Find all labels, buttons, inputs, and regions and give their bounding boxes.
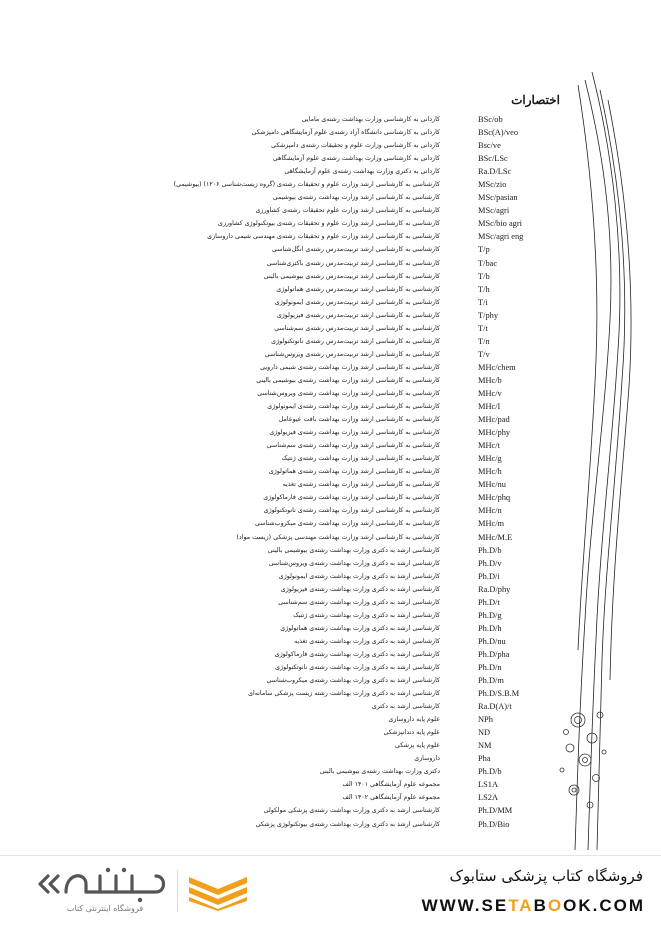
- abbreviation-row: [120, 583, 520, 596]
- abbreviation-row: [120, 230, 524, 243]
- abbreviation-description: کارشناسی به کارشناسی ارشد وزارت بهداشت رشته‌ی شیمی دارویی: [260, 363, 440, 371]
- url-highlight: TA: [508, 896, 534, 915]
- shop-name: فروشگاه کتاب پزشکی ستابوک: [449, 867, 643, 885]
- abbreviation-row: [120, 622, 520, 635]
- abbreviation-description: کارشناسی به کارشناسی ارشد وزارت بهداشت رشته‌ی ژنتیک: [281, 455, 440, 463]
- abbreviation-description: مجموعه علوم آزمایشگاهی ۱۴۰۱ الف: [342, 781, 440, 789]
- abbreviation-code: Ph.D/pha: [478, 649, 510, 659]
- abbreviation-code: Ph.D/Bio: [478, 819, 510, 829]
- abbreviation-description: کارشناسی ارشد به دکتری وزارت بهداشت رشته‌ی ویروس‌شناسی: [268, 559, 440, 567]
- abbreviation-description: کارشناسی به کارشناسی ارشد وزارت علوم و تحقیقات رشته‌ی مهندسی شیمی داروسازی: [207, 233, 440, 241]
- abbreviation-description: کاردانی به کارشناسی دانشگاه آزاد رشته‌ی علوم آزمایشگاهی دامپزشکی: [251, 129, 440, 137]
- abbreviation-description: کارشناسی ارشد به دکتری وزارت بهداشت رشته‌ی بیوتکنولوژی پزشکی: [255, 820, 440, 828]
- abbreviation-row: [120, 400, 520, 413]
- abbreviation-description: دکتری وزارت بهداشت رشته‌ی بیوشیمی بالینی: [319, 768, 440, 776]
- abbreviation-row: [120, 361, 520, 374]
- abbreviation-code: MHc/v: [478, 388, 502, 398]
- abbreviation-description: مجموعه علوم آزمایشگاهی ۱۴۰۲ الف: [342, 794, 440, 802]
- abbreviation-description: علوم پایه پزشکی: [394, 742, 440, 750]
- abbreviation-description: کاردانی به کارشناسی وزارت بهداشت رشته‌ی مامایی: [301, 116, 440, 123]
- abbreviation-code: MHc/t: [478, 441, 500, 451]
- abbreviation-row: [120, 739, 520, 752]
- abbreviation-code: MHc/m: [478, 519, 505, 529]
- abbreviation-row: [120, 544, 520, 557]
- abbreviation-code: NPh: [478, 715, 493, 725]
- abbreviation-row: [120, 700, 520, 713]
- abbreviation-description: کارشناسی به کارشناسی ارشد وزارت بهداشت بافت عیوعامل: [278, 416, 440, 424]
- abbreviation-code: LS1A: [478, 780, 499, 790]
- abbreviation-description: کارشناسی ارشد به دکتری وزارت بهداشت رشته زیست پزشکی سامانه‌ای: [248, 690, 440, 698]
- abbreviation-row: [120, 713, 520, 726]
- abbreviation-code: MHc/I: [478, 402, 501, 412]
- abbreviation-description: کارشناسی به کارشناسی ارشد تربیت‌مدرس رشته‌ی باکتری‌شناسی: [266, 259, 440, 267]
- abbreviation-row: [120, 804, 520, 817]
- abbreviation-row: [120, 413, 520, 426]
- abbreviation-code: T/phy: [478, 310, 499, 320]
- abbreviation-description: کارشناسی به کارشناسی ارشد تربیت‌مدرس رشته‌ی ایمونولوژی: [274, 298, 440, 306]
- abbreviation-description: کارشناسی به کارشناسی ارشد وزارت بهداشت رشته‌ی فارماکولوژی: [263, 494, 440, 502]
- abbreviation-row: [120, 791, 520, 804]
- abbreviation-code: T/b: [478, 271, 490, 281]
- abbreviation-row: [120, 217, 520, 230]
- abbreviation-code: MSc/zio: [478, 180, 507, 190]
- abbreviation-code: MHc/phy: [478, 428, 511, 438]
- abbreviation-description: کارشناسی به کارشناسی ارشد تربیت‌مدرس رشته‌ی نانوتکنولوژی: [271, 337, 440, 345]
- abbreviation-row: [120, 322, 520, 335]
- abbreviation-row: [120, 491, 520, 504]
- abbreviation-row: [120, 661, 520, 674]
- abbreviation-description: کارشناسی به کارشناسی ارشد وزارت بهداشت رشته‌ی فیزیولوژی: [269, 429, 440, 437]
- abbreviation-code: MSc/agri: [478, 206, 510, 216]
- abbreviation-code: MSc/agri eng: [478, 232, 524, 242]
- abbreviation-row: [120, 152, 520, 165]
- abbreviation-code: MHc/b: [478, 375, 502, 385]
- abbreviation-description: کارشناسی ارشد به دکتری وزارت بهداشت رشته‌ی بیوشیمی بالینی: [267, 546, 440, 554]
- abbreviation-description: کارشناسی به کارشناسی ارشد وزارت بهداشت مهندسی پزشکی (زیست مواد): [236, 533, 440, 541]
- url-highlight: O: [547, 896, 564, 915]
- abbreviation-row: [120, 687, 520, 700]
- shop-url[interactable]: [422, 896, 645, 916]
- abbreviation-code: Pha: [478, 754, 491, 764]
- abbreviation-row: [120, 609, 520, 622]
- abbreviation-row: [120, 465, 520, 478]
- abbreviation-row: [120, 426, 520, 439]
- abbreviation-description: کارشناسی ارشد به دکتری وزارت بهداشت رشته‌ی فیزیولوژی: [280, 585, 440, 593]
- abbreviation-code: MHc/phq: [478, 493, 511, 503]
- abbreviation-row: [120, 309, 520, 322]
- abbreviation-row: [120, 818, 520, 831]
- abbreviation-row: [120, 557, 520, 570]
- abbreviation-description: کارشناسی ارشد به دکتری وزارت بهداشت رشته‌ی ژنتیک: [293, 611, 440, 619]
- abbreviation-code: BSc/ob: [478, 115, 503, 124]
- abbreviation-code: MHc/chem: [478, 362, 516, 372]
- abbreviation-code: T/bac: [478, 258, 498, 268]
- abbreviation-description: کارشناسی ارشد به دکتری وزارت بهداشت رشته‌ی نانوتکنولوژی: [275, 663, 440, 671]
- url-part: B: [533, 896, 548, 915]
- abbreviation-row: [120, 765, 520, 778]
- abbreviation-code: Ph.D/v: [478, 558, 502, 568]
- abbreviation-description: کارشناسی به کارشناسی ارشد وزارت بهداشت رشته‌ی تغذیه: [282, 481, 440, 489]
- abbreviation-row: [120, 596, 520, 609]
- abbreviation-code: BSc/LSc: [478, 154, 508, 164]
- abbreviation-description: کارشناسی ارشد به دکتری وزارت بهداشت رشته‌ی ایمونولوژی: [278, 572, 440, 580]
- abbreviation-description: کارشناسی ارشد به دکتری وزارت بهداشت رشته‌ی سم‌شناسی: [278, 598, 440, 606]
- setabook-logo-mark-icon: [185, 871, 251, 911]
- abbreviation-code: ND: [478, 728, 491, 738]
- abbreviation-description: کاردانی به کارشناسی وزارت بهداشت رشته‌ی علوم آزمایشگاهی: [272, 155, 440, 163]
- abbreviation-description: کارشناسی ارشد به دکتری وزارت بهداشت رشته‌ی تغذیه: [294, 637, 440, 645]
- abbreviation-description: کاردانی به دکتری وزارت بهداشت رشته‌ی علوم آزمایشگاهی: [284, 168, 440, 176]
- abbreviation-row: [120, 439, 520, 452]
- abbreviation-code: Ph.D/g: [478, 610, 502, 620]
- abbreviation-row: [120, 348, 520, 361]
- abbreviation-code: BSc(A)/veo: [478, 128, 519, 138]
- abbreviation-description: علوم پایه داروسازی: [388, 716, 440, 724]
- abbreviation-code: T/p: [478, 245, 490, 255]
- abbreviation-row: [120, 296, 520, 309]
- abbreviation-description: کارشناسی به کارشناسی ارشد وزارت بهداشت رشته‌ی ایمونولوژی: [267, 403, 440, 411]
- abbreviation-description: کارشناسی به کارشناسی ارشد وزارت بهداشت رشته‌ی نانوتکنولوژی: [263, 507, 440, 515]
- abbreviation-row: [120, 648, 520, 661]
- abbreviation-description: کارشناسی به کارشناسی ارشد تربیت‌مدرس رشته‌ی ویروس‌شناسی: [264, 350, 440, 358]
- abbreviation-description: کارشناسی به کارشناسی ارشد تربیت‌مدرس رشته‌ی فیزیولوژی: [276, 311, 440, 319]
- abbreviation-code: MHc/n: [478, 506, 502, 516]
- abbreviation-code: Bsc/ve: [478, 141, 501, 151]
- abbreviation-code: Ph.D/nu: [478, 636, 506, 646]
- abbreviation-code: Ph.D/m: [478, 676, 504, 686]
- abbreviation-code: MSc/bio agri: [478, 219, 522, 229]
- abbreviation-code: MSc/pasian: [478, 193, 518, 203]
- abbreviation-code: Ph.D/n: [478, 662, 502, 672]
- abbreviation-code: MHc/M.E: [478, 532, 513, 542]
- abbreviation-description: کارشناسی ارشد به دکتری وزارت بهداشت رشته‌ی فارماکولوژی: [274, 650, 440, 658]
- abbreviation-description: کاردانی به کارشناسی وزارت علوم و تحقیقات رشته‌ی دامپزشکی: [271, 142, 440, 150]
- abbreviation-code: T/n: [478, 336, 490, 346]
- abbreviation-description: داروسازی: [414, 755, 440, 763]
- abbreviation-description: کارشناسی ارشد به دکتری وزارت بهداشت رشته‌ی هماتولوژی: [280, 624, 440, 632]
- abbreviation-row: [120, 126, 520, 139]
- abbreviation-code: Ph.D/S.B.M: [478, 689, 520, 699]
- abbreviation-description: کارشناسی به کارشناسی ارشد وزارت بهداشت رشته‌ی هماتولوژی: [268, 468, 440, 476]
- setabook-logo-wordmark: [36, 862, 176, 904]
- abbreviation-row: [120, 374, 520, 387]
- abbreviation-description: کارشناسی به کارشناسی ارشد وزارت علوم و تحقیقات رشته‌ی بیوتکنولوژی کشاورزی: [218, 220, 440, 228]
- abbreviation-code: MHc/nu: [478, 480, 506, 490]
- abbreviation-description: کارشناسی به کارشناسی ارشد وزارت بهداشت رشته‌ی بیوشیمی: [272, 194, 440, 202]
- page-title: اختصارات: [511, 93, 560, 107]
- abbreviation-description: کارشناسی به کارشناسی ارشد وزارت بهداشت رشته‌ی میکروب‌شناسی: [255, 520, 440, 528]
- url-part: OK.COM: [563, 896, 645, 915]
- abbreviation-row: [120, 191, 520, 204]
- abbreviation-description: علوم پایه دندانپزشکی: [383, 729, 440, 737]
- abbreviation-row: [120, 570, 520, 583]
- abbreviation-row: [120, 726, 520, 739]
- abbreviation-description: کارشناسی به کارشناسی ارشد تربیت‌مدرس رشته‌ی سم‌شناسی: [274, 324, 440, 332]
- abbreviation-description: کارشناسی به کارشناسی ارشد وزارت بهداشت رشته‌ی ویروس‌شناسی: [257, 389, 440, 397]
- abbreviation-row: [120, 478, 520, 491]
- abbreviation-code: T/v: [478, 349, 490, 359]
- logo-subtitle: فروشگاه اینترنتی کتاب: [66, 904, 144, 913]
- footer-divider: [177, 870, 178, 912]
- abbreviation-code: Ra.D(A)/t: [478, 702, 512, 712]
- abbreviation-row: [120, 204, 520, 217]
- abbreviation-code: Ph.D/b: [478, 767, 502, 777]
- abbreviation-row: [120, 387, 520, 400]
- abbreviation-description: کارشناسی ارشد به دکتری وزارت بهداشت رشته‌ی پزشکی مولکولی: [263, 807, 440, 815]
- abbreviation-code: MHc/h: [478, 467, 502, 477]
- abbreviation-code: Ph.D/i: [478, 571, 500, 581]
- abbreviation-code: T/i: [478, 297, 488, 307]
- abbreviation-description: کارشناسی به کارشناسی ارشد تربیت‌مدرس رشته‌ی هماتولوژی: [276, 285, 440, 293]
- abbreviation-row: [120, 504, 520, 517]
- abbreviation-row: [120, 283, 520, 296]
- abbreviation-code: MHc/pad: [478, 415, 510, 425]
- abbreviation-code: T/h: [478, 284, 490, 294]
- abbreviation-description: کارشناسی به کارشناسی ارشد تربیت‌مدرس رشته‌ی بیوشیمی بالینی: [263, 272, 440, 280]
- abbreviation-description: کارشناسی به کارشناسی ارشد وزارت علوم و تحقیقات رشته‌ی (گروه زیست‌شناسی ۱۲۰۶) (بیوشیمی): [173, 181, 440, 189]
- abbreviation-row: [120, 778, 520, 791]
- abbreviation-code: Ra.D/phy: [478, 584, 511, 594]
- abbreviation-description: کارشناسی به کارشناسی ارشد تربیت‌مدرس رشته‌ی انگل‌شناسی: [271, 246, 440, 254]
- abbreviation-code: Ph.D/h: [478, 623, 502, 633]
- abbreviation-description: کارشناسی ارشد به دکتری: [371, 703, 440, 711]
- abbreviation-row: [120, 113, 520, 126]
- abbreviation-code: Ph.D/b: [478, 545, 502, 555]
- abbreviation-row: [120, 243, 520, 256]
- abbreviation-row: [120, 165, 520, 178]
- abbreviation-row: [120, 635, 520, 648]
- abbreviation-row: [120, 674, 520, 687]
- abbreviation-row: [120, 452, 520, 465]
- url-part: WWW.SE: [421, 896, 509, 915]
- abbreviation-description: کارشناسی به کارشناسی ارشد وزارت بهداشت رشته‌ی سم‌شناسی: [266, 442, 440, 450]
- abbreviation-description: کارشناسی به کارشناسی ارشد وزارت علوم تحقیقات رشته‌ی کشاورزی: [255, 207, 440, 215]
- abbreviation-row: [120, 270, 520, 283]
- abbreviation-row: [120, 517, 520, 530]
- abbreviation-code: NM: [478, 741, 492, 751]
- abbreviation-code: MHc/g: [478, 454, 502, 464]
- abbreviation-row: [120, 335, 520, 348]
- abbreviation-code: Ph.D/t: [478, 597, 500, 607]
- abbreviation-row: [120, 257, 520, 270]
- abbreviation-code: LS2A: [478, 793, 499, 803]
- abbreviation-list: [120, 113, 524, 831]
- abbreviation-code: T/t: [478, 323, 488, 333]
- abbreviation-code: Ph.D/MM: [478, 806, 513, 816]
- abbreviation-code: Ra.D/LSc: [478, 167, 512, 177]
- abbreviation-row: [120, 752, 520, 765]
- abbreviation-description: کارشناسی به کارشناسی ارشد وزارت بهداشت رشته‌ی بیوشیمی بالینی: [256, 376, 440, 384]
- abbreviation-row: [120, 139, 520, 152]
- abbreviation-row: [120, 178, 520, 191]
- abbreviation-description: کارشناسی ارشد به دکتری وزارت بهداشت رشته‌ی میکروب‌شناسی: [266, 677, 440, 685]
- abbreviation-row: [120, 531, 520, 544]
